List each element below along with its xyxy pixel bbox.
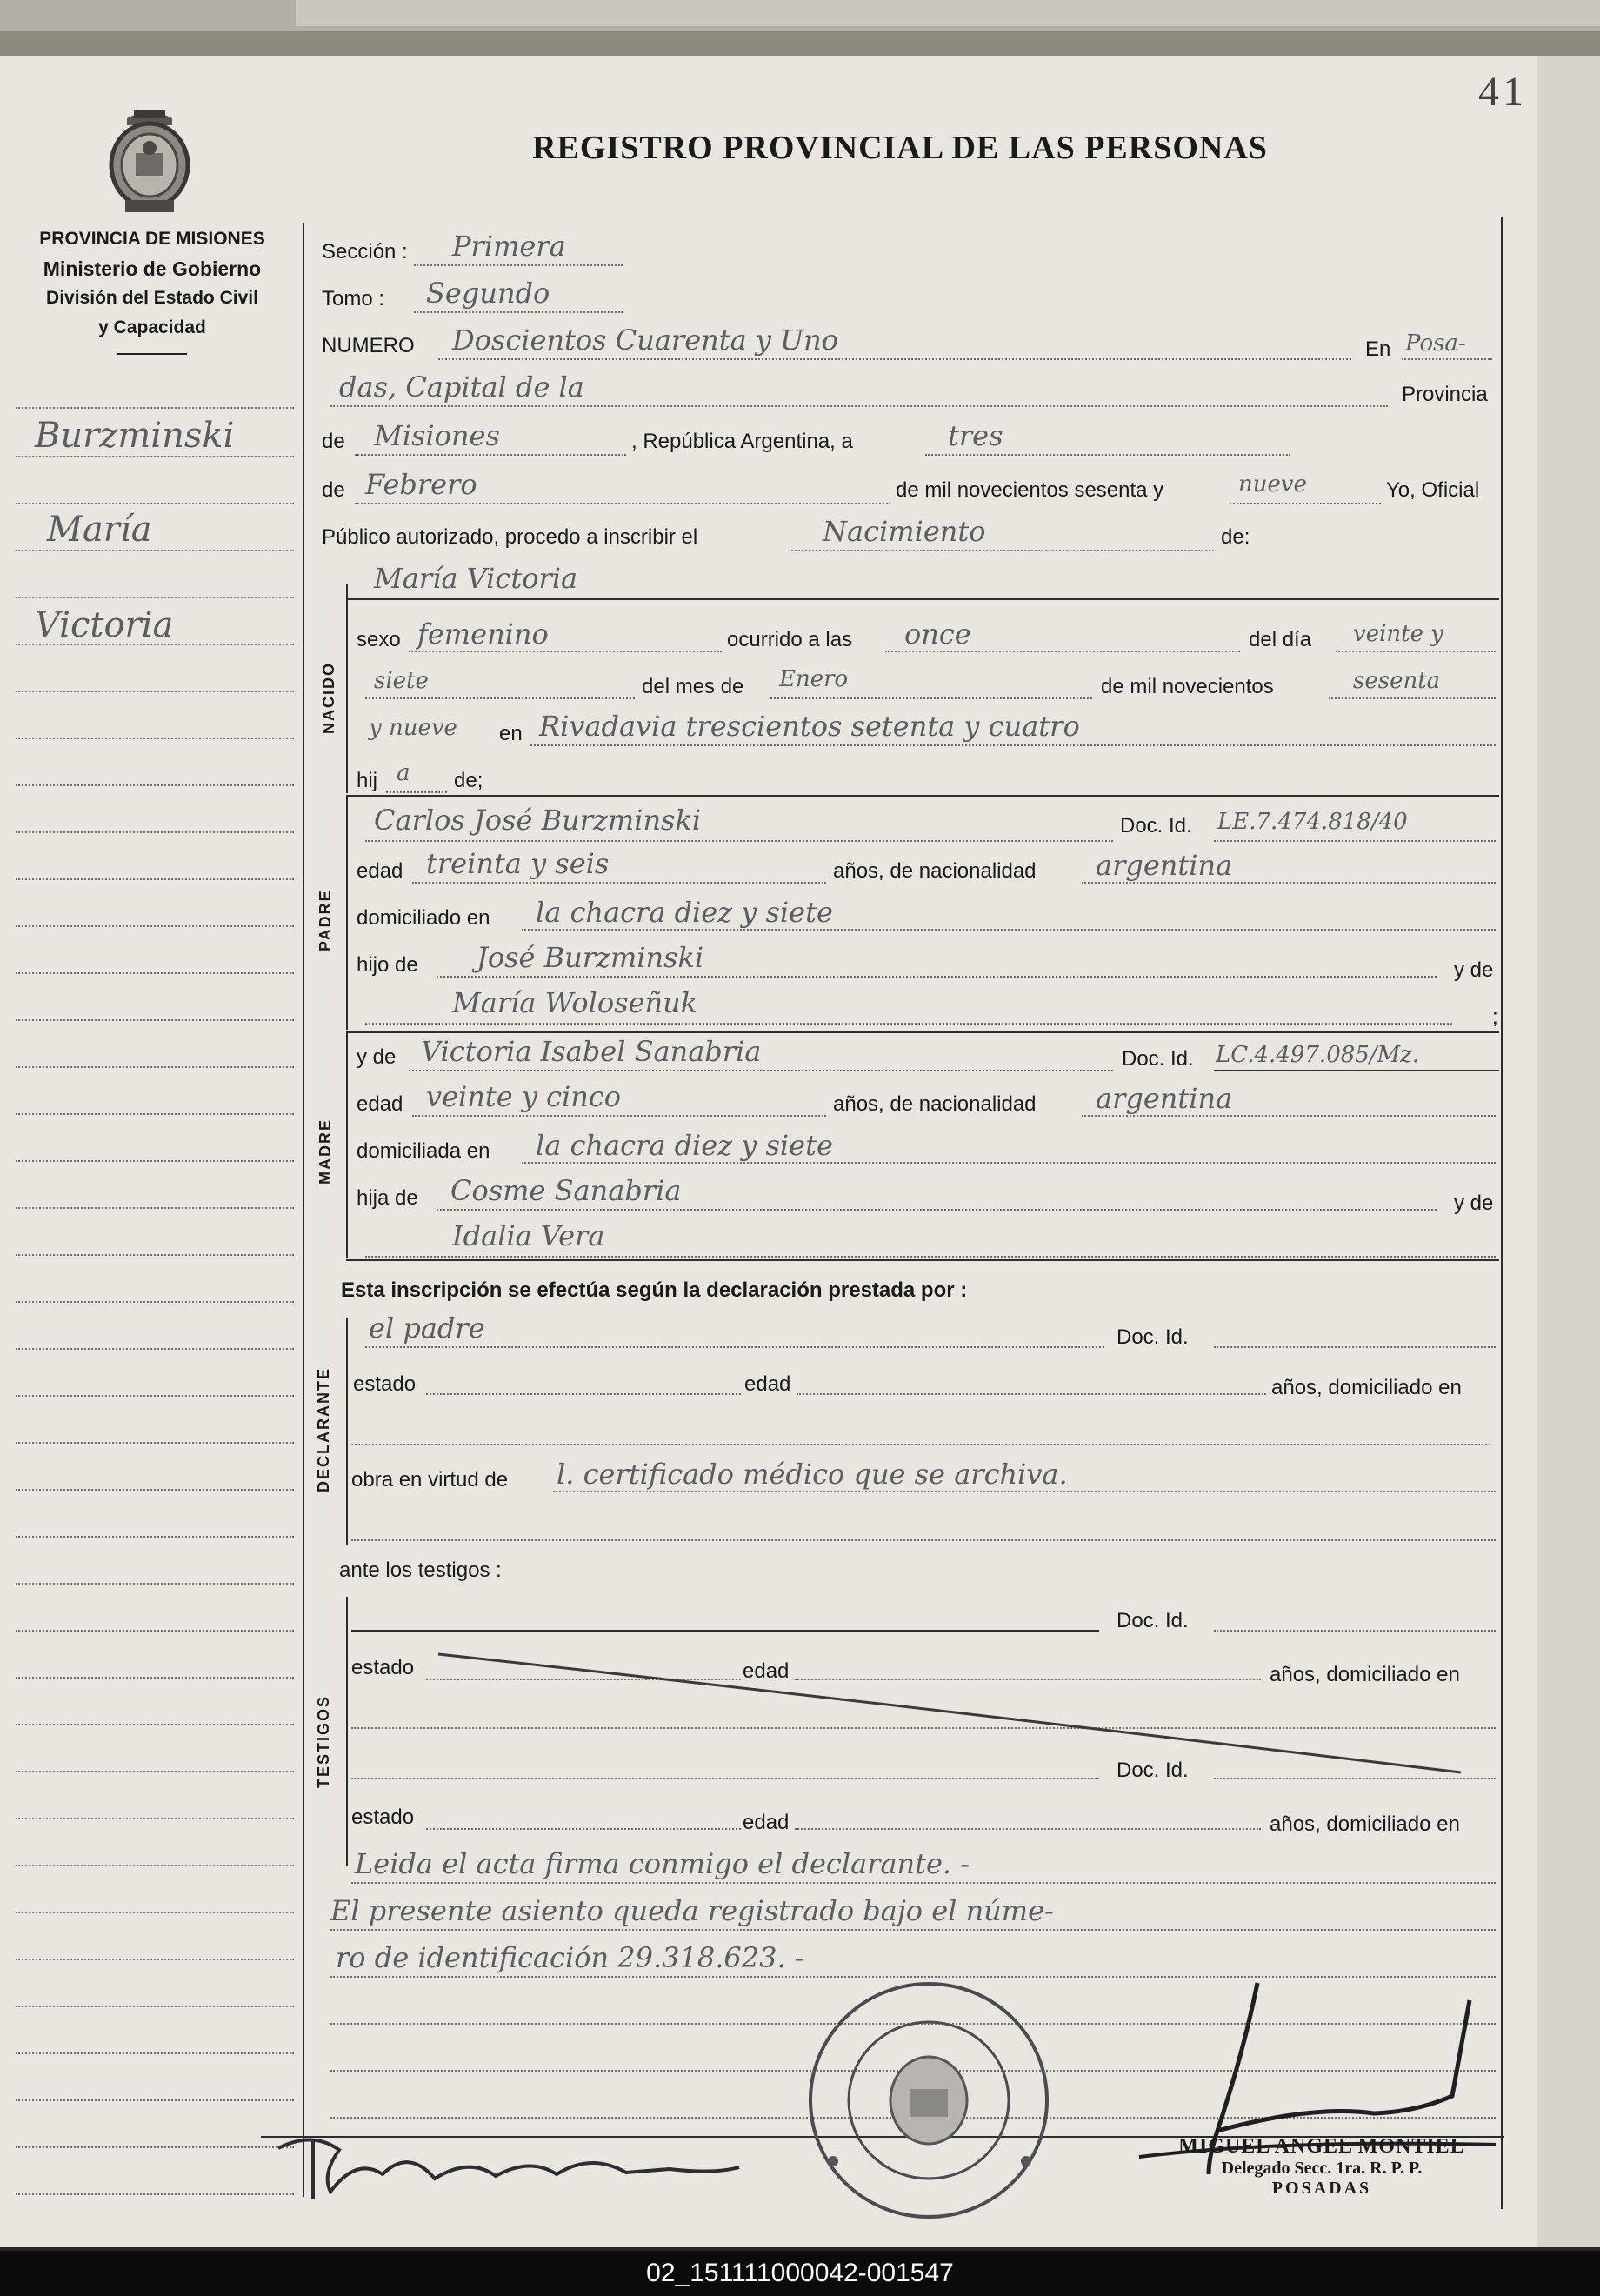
margin-line bbox=[16, 2099, 294, 2101]
madre-yde2-label: y de bbox=[1454, 1191, 1494, 1215]
declarante-obra-line bbox=[553, 1491, 1496, 1492]
margin-line bbox=[16, 1912, 294, 1913]
margin-line bbox=[16, 1724, 294, 1725]
padre-padre: José Burzminski bbox=[477, 941, 704, 974]
anio-value: nueve bbox=[1238, 471, 1307, 497]
institution-province: PROVINCIA DE MISIONES bbox=[39, 229, 265, 249]
margin-line bbox=[16, 925, 294, 927]
lugar-en-label: en bbox=[499, 722, 523, 745]
testigo1-nombre-line bbox=[351, 1630, 1099, 1632]
padre-doc-label: Doc. Id. bbox=[1120, 814, 1192, 838]
seccion-label: Sección : bbox=[322, 240, 408, 264]
madre-doc: LC.4.497.085/Mz. bbox=[1216, 1042, 1420, 1068]
sexo-label: sexo bbox=[357, 628, 401, 651]
declarante-estado-label: estado bbox=[353, 1372, 417, 1396]
nombre-line bbox=[346, 598, 1499, 600]
padre-madre: María Woloseñuk bbox=[452, 986, 698, 1019]
margin-line bbox=[16, 691, 294, 692]
institution-ministry: Ministerio de Gobierno bbox=[43, 257, 262, 280]
tomo-value: Segundo bbox=[426, 277, 550, 310]
section-rule bbox=[346, 1259, 1499, 1261]
dia-line bbox=[925, 454, 1290, 456]
margin-line bbox=[16, 407, 294, 409]
declarante-anios-label: años, domiciliado en bbox=[1271, 1376, 1462, 1399]
testigo2-doc-label: Doc. Id. bbox=[1117, 1759, 1189, 1782]
section-bracket bbox=[346, 1597, 348, 1866]
de-label: de bbox=[322, 430, 345, 453]
testigo1-anios-label: años, domiciliado en bbox=[1270, 1663, 1460, 1686]
dia-value: tres bbox=[948, 419, 1003, 452]
madre-dom-line bbox=[522, 1162, 1496, 1164]
declarante-doc-line bbox=[1214, 1346, 1496, 1348]
book-spine bbox=[0, 31, 1600, 57]
hij-label: hij bbox=[357, 769, 378, 792]
lugar-line bbox=[330, 405, 1388, 407]
declarante-dom-line bbox=[351, 1444, 1490, 1445]
margin-line bbox=[16, 738, 294, 739]
mes-line bbox=[770, 697, 1092, 699]
madre-edad-label: edad bbox=[357, 1092, 403, 1116]
madre-madre-line bbox=[365, 1256, 1496, 1258]
margin-line bbox=[16, 1818, 294, 1819]
madre-doc-label: Doc. Id. bbox=[1122, 1047, 1194, 1071]
testigo1-estado-label: estado bbox=[351, 1656, 415, 1679]
image-caption: 02_151111000042-001547 bbox=[0, 2251, 1600, 2296]
margin-second-name: Victoria bbox=[35, 605, 174, 645]
margin-line bbox=[16, 1395, 294, 1397]
testigo2-edad-label: edad bbox=[743, 1811, 790, 1834]
section-bracket bbox=[346, 795, 348, 1030]
padre-madre-line bbox=[365, 1023, 1452, 1025]
anio-value: sesenta bbox=[1353, 668, 1441, 694]
padre-hijo-label: hijo de bbox=[357, 953, 418, 977]
padre-nac-line bbox=[1082, 882, 1496, 884]
madre-nacionalidad: argentina bbox=[1096, 1082, 1233, 1115]
padre-nacionalidad: argentina bbox=[1096, 849, 1233, 882]
declarant-signature bbox=[261, 2113, 748, 2209]
coat-of-arms-seal bbox=[101, 104, 198, 219]
padre-edad: treinta y seis bbox=[426, 847, 610, 880]
oficial-label: Yo, Oficial bbox=[1386, 478, 1480, 502]
declarant-signature-text bbox=[348, 2136, 353, 2137]
en-line bbox=[1402, 358, 1492, 360]
margin-surname: Burzminski bbox=[35, 416, 235, 456]
acto-value: Nacimiento bbox=[823, 515, 986, 548]
mes-line bbox=[355, 503, 890, 504]
margin-line bbox=[16, 1066, 294, 1068]
margin-line bbox=[16, 1771, 294, 1772]
testigo2-edad-line bbox=[795, 1828, 1261, 1830]
de-colon-label: de: bbox=[1221, 525, 1250, 549]
madre-yde-label: y de bbox=[357, 1045, 397, 1069]
official-stamp-block bbox=[1157, 2135, 1487, 2199]
margin-line bbox=[16, 784, 294, 786]
madre-nac-line bbox=[1082, 1115, 1496, 1117]
observacion-2: El presente asiento queda registrado bajo el núme- bbox=[330, 1894, 1054, 1927]
margin-line bbox=[16, 1254, 294, 1256]
declarante-edad-label: edad bbox=[744, 1372, 791, 1396]
hij-suffix: a bbox=[397, 760, 410, 786]
en-value: Posa- bbox=[1405, 330, 1466, 357]
padre-yde-label: y de bbox=[1454, 958, 1494, 982]
institution-rule bbox=[117, 353, 187, 355]
testigo2-estado-line bbox=[426, 1828, 741, 1830]
testigo1-doc-line bbox=[1214, 1630, 1496, 1632]
numero-line bbox=[438, 358, 1351, 360]
testigos-intro: ante los testigos : bbox=[339, 1558, 502, 1582]
section-rule bbox=[346, 795, 1499, 797]
dia-label: del día bbox=[1249, 628, 1312, 651]
padre-edad-line bbox=[412, 882, 826, 884]
madre-edad-line bbox=[412, 1115, 826, 1117]
institution-block bbox=[0, 224, 304, 343]
acto-line bbox=[791, 550, 1214, 551]
page-number: 41 bbox=[1478, 69, 1527, 115]
madre-dom-label: domiciliada en bbox=[357, 1139, 490, 1163]
section-bracket bbox=[346, 584, 348, 793]
margin-line bbox=[16, 597, 294, 598]
dia-line bbox=[1336, 651, 1496, 652]
margin-line bbox=[16, 831, 294, 833]
lugar-value: Rivadavia trescientos setenta y cuatro bbox=[539, 710, 1080, 743]
padre-domicilio: la chacra diez y siete bbox=[536, 896, 833, 929]
margin-line bbox=[16, 1348, 294, 1350]
padre-dom-line bbox=[522, 929, 1496, 931]
sexo-value: femenino bbox=[417, 617, 549, 651]
testigo2-estado-label: estado bbox=[351, 1805, 415, 1829]
republica-label: , República Argentina, a bbox=[631, 430, 853, 453]
hij-line bbox=[386, 791, 447, 793]
declarante-intro: Esta inscripción se efectúa según la declaración prestada por : bbox=[341, 1278, 968, 1302]
hora-value: once bbox=[904, 617, 971, 651]
margin-line bbox=[16, 1301, 294, 1303]
section-rule bbox=[346, 1031, 1499, 1033]
mes-value: Enero bbox=[779, 666, 849, 692]
padre-doc-line bbox=[1214, 840, 1496, 842]
institution-capacity: y Capacidad bbox=[98, 317, 206, 337]
margin-line bbox=[16, 1959, 294, 1960]
declarante-doc-label: Doc. Id. bbox=[1117, 1325, 1189, 1349]
margin-line bbox=[16, 1160, 294, 1162]
margin-line bbox=[16, 972, 294, 974]
margin-line bbox=[16, 1442, 294, 1444]
margin-line bbox=[16, 1019, 294, 1021]
hij-de-label: de; bbox=[454, 769, 483, 792]
margin-line bbox=[16, 1630, 294, 1632]
madre-nac-label: años, de nacionalidad bbox=[833, 1092, 1037, 1116]
padre-edad-label: edad bbox=[357, 859, 403, 883]
margin-line bbox=[16, 2146, 294, 2148]
section-label-declarante: DECLARANTE bbox=[315, 1367, 332, 1492]
observacion-line bbox=[351, 1882, 1496, 1884]
hora-label: ocurrido a las bbox=[727, 628, 853, 651]
section-label-testigos: TESTIGOS bbox=[315, 1694, 332, 1788]
madre-madre: Idalia Vera bbox=[452, 1219, 605, 1252]
right-border bbox=[1501, 217, 1503, 2209]
margin-line bbox=[16, 503, 294, 504]
padre-nac-label: años, de nacionalidad bbox=[833, 859, 1037, 883]
page-title: REGISTRO PROVINCIAL DE LAS PERSONAS bbox=[532, 130, 1268, 166]
mil-label: de mil novecientos sesenta y bbox=[896, 478, 1164, 502]
anio2-value: y nueve bbox=[369, 715, 457, 741]
anio-line bbox=[1230, 503, 1381, 504]
margin-line bbox=[16, 1536, 294, 1538]
anio-line bbox=[1329, 697, 1496, 699]
padre-doc: LE.7.474.818/40 bbox=[1217, 809, 1408, 835]
dia2-value: siete bbox=[374, 668, 429, 694]
dia2-line bbox=[365, 697, 635, 699]
declarante-obra-label: obra en virtud de bbox=[351, 1468, 509, 1492]
padre-padres-line bbox=[437, 976, 1437, 978]
mes-value: Febrero bbox=[365, 468, 477, 501]
page-edge bbox=[1537, 56, 1600, 2247]
margin-first-name: María bbox=[47, 510, 152, 550]
institution-division: División del Estado Civil bbox=[46, 288, 258, 308]
declarante-nombre-line bbox=[365, 1346, 1104, 1348]
declarante-nombre: el padre bbox=[369, 1312, 485, 1345]
padre-dom-label: domiciliado en bbox=[357, 906, 490, 930]
madre-padre: Cosme Sanabria bbox=[450, 1174, 682, 1207]
hora-line bbox=[885, 651, 1240, 652]
observacion-3: ro de identificación 29.318.623. - bbox=[336, 1941, 804, 1974]
official-name: MIGUEL ANGEL MONTIEL bbox=[1178, 2135, 1465, 2158]
declarante-obra: l. certificado médico que se archiva. bbox=[557, 1458, 1068, 1491]
section-label-nacido: NACIDO bbox=[320, 662, 337, 734]
declarante-estado-line bbox=[426, 1393, 741, 1395]
provincia-line bbox=[355, 454, 626, 456]
nombre-value: María Victoria bbox=[374, 562, 578, 595]
madre-domicilio: la chacra diez y siete bbox=[536, 1129, 833, 1162]
official-place: POSADAS bbox=[1271, 2179, 1372, 2198]
margin-line bbox=[16, 1489, 294, 1491]
section-bracket bbox=[346, 1031, 348, 1258]
anio-label: de mil novecientos bbox=[1101, 675, 1274, 698]
seccion-value: Primera bbox=[452, 230, 566, 263]
margin-line bbox=[16, 2193, 294, 2195]
tomo-line bbox=[414, 311, 623, 313]
testigo1-edad-label: edad bbox=[743, 1659, 790, 1683]
official-stamp bbox=[798, 1974, 1059, 2226]
cancellation-stroke bbox=[435, 1649, 1470, 1779]
padre-nombre-line bbox=[365, 840, 1113, 842]
section-label-padre: PADRE bbox=[317, 889, 334, 951]
en-label: En bbox=[1365, 337, 1391, 361]
padre-nombre: Carlos José Burzminski bbox=[374, 804, 702, 837]
mes-label: del mes de bbox=[642, 675, 744, 698]
book-cover bbox=[296, 0, 1600, 26]
official-role: Delegado Secc. 1ra. R. P. P. bbox=[1221, 2159, 1423, 2178]
lugar-line bbox=[530, 744, 1496, 746]
madre-padres-line bbox=[437, 1209, 1437, 1211]
numero-label: NUMERO bbox=[322, 334, 415, 357]
observacion-1: Leida el acta firma conmigo el declarante. - bbox=[355, 1847, 970, 1880]
seccion-line bbox=[414, 264, 623, 266]
margin-line bbox=[16, 550, 294, 551]
margin-line bbox=[16, 2052, 294, 2054]
margin-line bbox=[16, 878, 294, 880]
margin-line bbox=[16, 1113, 294, 1115]
testigo1-doc-label: Doc. Id. bbox=[1117, 1609, 1189, 1632]
numero-value: Doscientos Cuarenta y Uno bbox=[452, 324, 838, 357]
lugar-value: das, Capital de la bbox=[339, 370, 584, 404]
de-label: de bbox=[322, 478, 345, 502]
provincia-label: Provincia bbox=[1402, 383, 1488, 406]
margin-line bbox=[16, 1583, 294, 1585]
section-label-madre: MADRE bbox=[317, 1118, 334, 1185]
section-bracket bbox=[346, 1318, 348, 1545]
padre-semicolon: ; bbox=[1492, 1005, 1498, 1029]
dia-value: veinte y bbox=[1353, 621, 1443, 647]
declarante-obra-line-2 bbox=[351, 1539, 1496, 1541]
publico-label: Público autorizado, procedo a inscribir el bbox=[322, 525, 698, 549]
declarante-edad-line bbox=[797, 1393, 1266, 1395]
madre-nombre-line bbox=[409, 1070, 1113, 1071]
book-top-edge bbox=[0, 0, 1600, 52]
provincia-value: Misiones bbox=[374, 419, 500, 452]
madre-nombre: Victoria Isabel Sanabria bbox=[421, 1035, 762, 1068]
testigo2-anios-label: años, domiciliado en bbox=[1270, 1812, 1460, 1836]
tomo-label: Tomo : bbox=[322, 287, 385, 310]
observacion-line bbox=[330, 1929, 1496, 1931]
margin-line bbox=[16, 1865, 294, 1866]
column-divider bbox=[303, 223, 304, 2197]
margin-line bbox=[16, 1677, 294, 1679]
madre-edad: veinte y cinco bbox=[426, 1080, 622, 1113]
margin-line bbox=[16, 2006, 294, 2007]
margin-line bbox=[16, 456, 294, 457]
madre-hija-label: hija de bbox=[357, 1186, 418, 1210]
sexo-line bbox=[409, 651, 722, 652]
margin-line bbox=[16, 1207, 294, 1209]
madre-doc-line bbox=[1214, 1070, 1499, 1071]
